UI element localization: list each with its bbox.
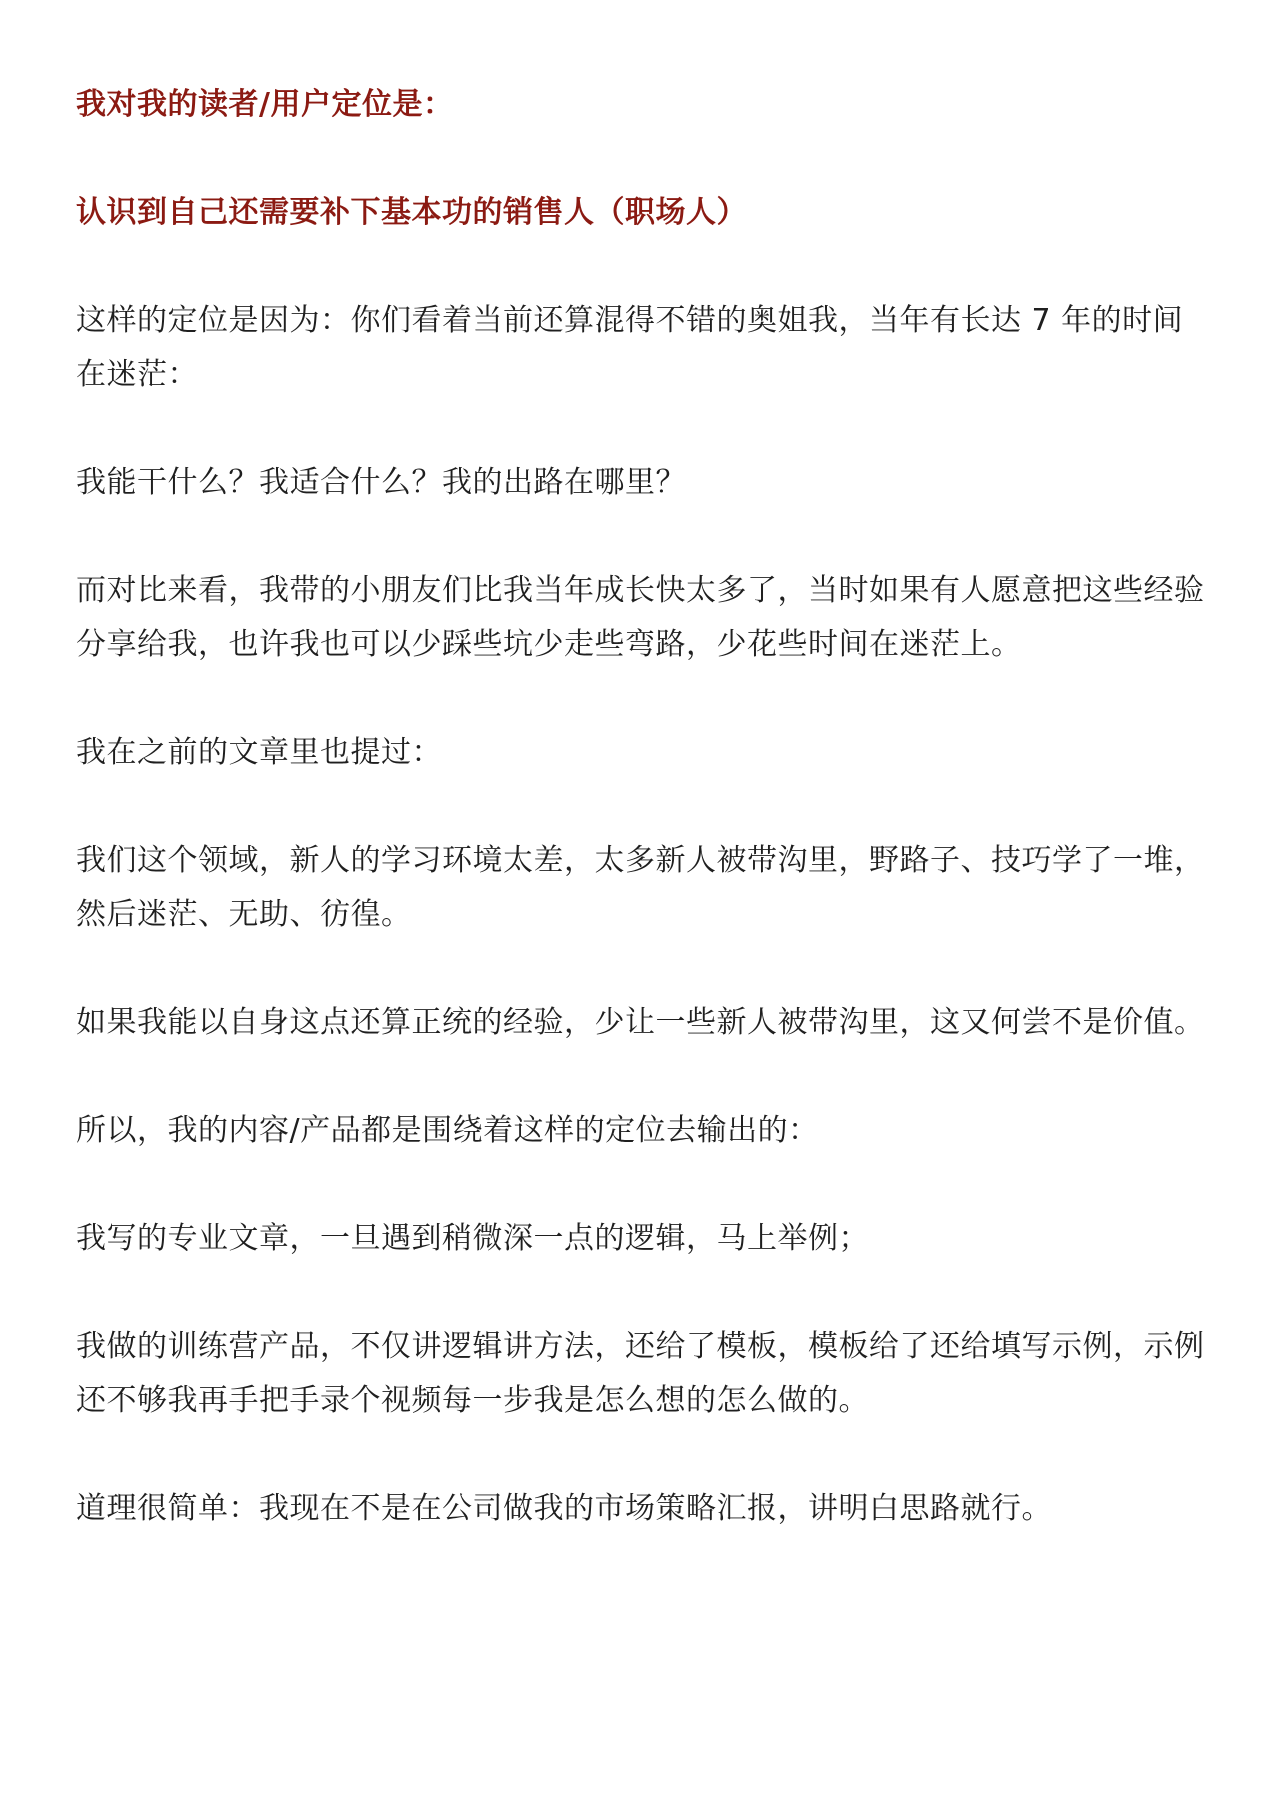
paragraph-content-output: 所以，我的内容/产品都是围绕着这样的定位去输出的：: [76, 1113, 819, 1148]
paragraph-training-camp: 我做的训练营产品，不仅讲逻辑讲方法，还给了模板，模板给了还给填写示例，示例还不够我再手把手录个视频每一步我是怎么想的怎么做的。: [76, 1329, 1205, 1418]
paragraph-reason: 这样的定位是因为：你们看着当前还算混得不错的奥姐我，当年有长达 7 年的时间在迷茫：: [76, 303, 1184, 392]
article-body: [76, 78, 1206, 1536]
heading-reader-positioning: 我对我的读者/用户定位是：: [76, 87, 454, 122]
paragraph-value: 如果我能以自身这点还算正统的经验，少让一些新人被带沟里，这又何尝不是价值。: [76, 1005, 1205, 1040]
paragraph-reasoning: 道理很简单：我现在不是在公司做我的市场策略汇报，讲明白思路就行。: [76, 1491, 1052, 1526]
heading-target-audience: 认识到自己还需要补下基本功的销售人（职场人）: [76, 195, 747, 230]
paragraph-questions: 我能干什么？我适合什么？我的出路在哪里？: [76, 465, 686, 500]
paragraph-articles: 我写的专业文章，一旦遇到稍微深一点的逻辑，马上举例；: [76, 1221, 869, 1256]
paragraph-previous-mention: 我在之前的文章里也提过：: [76, 735, 442, 770]
paragraph-comparison: 而对比来看，我带的小朋友们比我当年成长快太多了，当时如果有人愿意把这些经验分享给我，也许我也可以少踩些坑少走些弯路，少花些时间在迷茫上。: [76, 573, 1205, 662]
paragraph-field-environment: 我们这个领域，新人的学习环境太差，太多新人被带沟里，野路子、技巧学了一堆，然后迷茫、无助、彷徨。: [76, 843, 1205, 932]
